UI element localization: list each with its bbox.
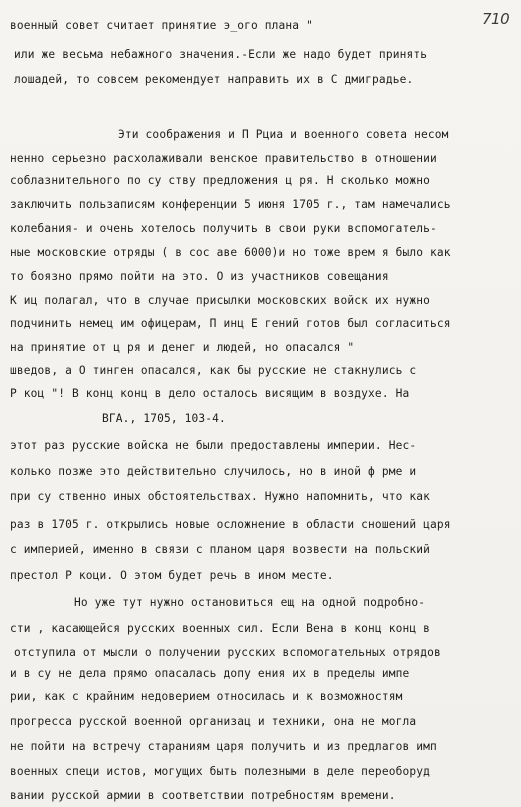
text-line: военный совет считает принятие э_ого плана " — [10, 19, 313, 32]
text-line: престол Р коци. О этом будет речь в ином месте. — [10, 569, 334, 582]
text-line: не пойти на встречу стараниям царя получить и из предлагов имп — [10, 740, 437, 753]
text-line: раз в 1705 г. открылись новые осложнение в области сношений царя — [10, 518, 451, 531]
text-line: рии, как с крайним недоверием относилась и к возможностям — [10, 690, 403, 703]
page-number: 710 — [482, 10, 510, 28]
text-line: шведов, а О тинген опасался, как бы русские не стакнулись с — [10, 364, 417, 377]
text-line: и в су не дела прямо опасалась допу ения их в пределы импе — [10, 667, 410, 680]
text-line: или же весьма небажного значения.-Если же надо будет принять — [14, 48, 428, 61]
text-line: отступила от мысли о получении русских вспомогательных отрядов — [14, 646, 441, 659]
text-line: при су ственно иных обстоятельствах. Нужно напомнить, что как — [10, 490, 431, 503]
text-line: то боязно прямо пойти на это. О из участников совещания — [10, 270, 389, 283]
text-line: К иц полагал, что в случае присылки московских войск их нужно — [10, 294, 431, 307]
text-line: лошадей, то совсем рекомендует направить их в С дмиградье. — [14, 73, 414, 86]
text-line: подчинить немец им офицерам, П инц Е гений готов был согласиться — [10, 317, 451, 330]
text-line: Но уже тут нужно остановиться ещ на одной подробно- — [74, 596, 426, 609]
text-line: военных специ истов, могущих быть полезными в деле переоборуд — [10, 765, 431, 778]
text-line: прогресса русской военной организац и техники, она не могла — [10, 715, 417, 728]
text-line: ненно серьезно расхолаживали венское правительство в отношении — [10, 152, 437, 165]
text-line: Р коц "! В конц конц в дело осталось висящим в воздухе. На — [10, 387, 410, 400]
footnote-reference: ВГА., 1705, 103-4. — [102, 412, 226, 425]
text-line: на принятие от ц ря и денег и людей, но опасался " — [10, 341, 355, 354]
text-line: соблазнительного по су ству предложения ц ря. Н сколько можно — [10, 174, 431, 187]
text-line: этот раз русские войска не были предоставлены империи. Нес- — [10, 439, 417, 452]
text-line: вании русской армии в соответствии потребностям времени. — [10, 789, 396, 802]
text-line: сти , касающейся русских военных сил. Если Вена в конц конц в — [10, 622, 431, 635]
text-line: с империей, именно в связи с планом царя возвести на польский — [10, 543, 431, 556]
text-line: колько позже это действительно случилось, но в иной ф рме и — [10, 465, 417, 478]
text-line: колебания- и очень хотелось получить в свои руки вспомогатель- — [10, 222, 437, 235]
text-line: Эти соображения и П Рциа и военного совета несом — [118, 128, 449, 141]
text-line: заключить пользаписям конференции 5 июня 1705 г., там намечались — [10, 198, 451, 211]
text-line: ные московские отряды ( в сос аве 6000)и но тоже врем я было как — [10, 246, 451, 259]
